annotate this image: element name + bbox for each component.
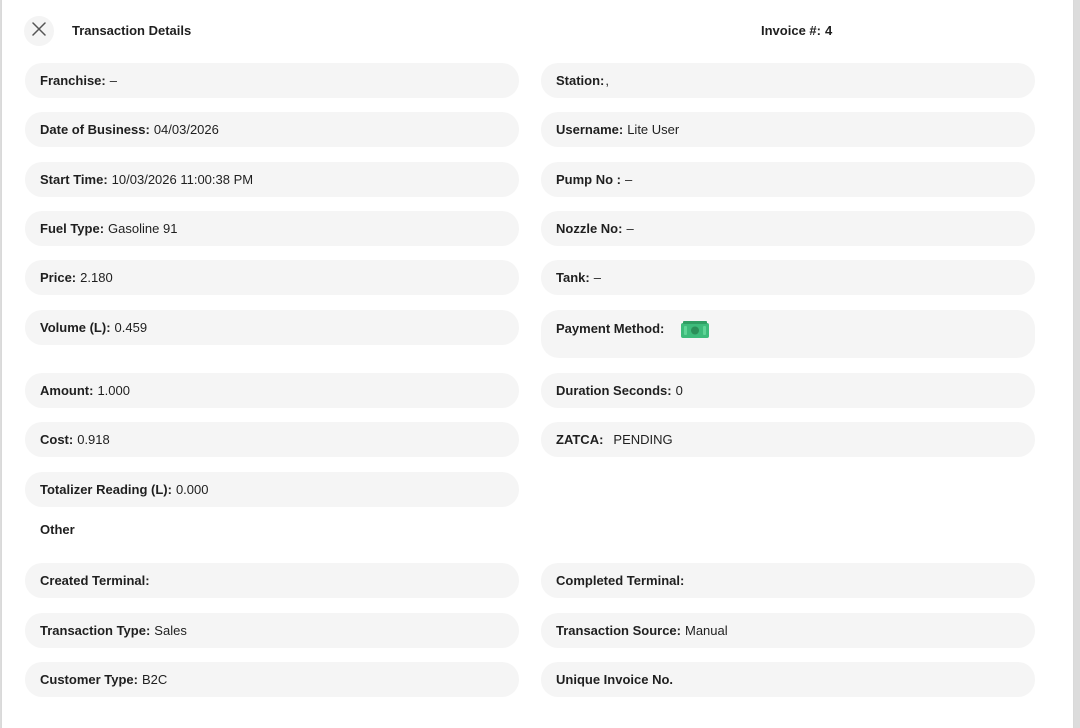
field-value: – [626, 221, 634, 236]
field-pump-no [541, 162, 1035, 197]
field-label: ZATCA: [556, 432, 604, 447]
field-value: B2C [142, 672, 168, 687]
field-label: Date of Business: [40, 122, 150, 137]
field-value: 0.918 [77, 432, 110, 447]
field-value: 04/03/2026 [153, 122, 219, 137]
field-value: – [625, 172, 633, 187]
field-value: – [593, 270, 601, 285]
invoice-value: 4 [824, 23, 833, 38]
close-button[interactable] [24, 16, 54, 46]
field-completed-terminal [541, 563, 1035, 598]
cash-icon [680, 320, 710, 343]
field-volume [25, 310, 519, 345]
field-station [541, 63, 1035, 98]
field-label: Unique Invoice No. [556, 672, 674, 687]
field-value: , [605, 73, 610, 88]
field-amount [25, 373, 519, 408]
field-label: Price: [40, 270, 77, 285]
field-label: Cost: [40, 432, 74, 447]
field-price [25, 260, 519, 295]
field-transaction-source [541, 613, 1035, 648]
field-payment-method [541, 310, 1035, 358]
field-label: Nozzle No: [556, 221, 623, 236]
field-unique-invoice-no [541, 662, 1035, 697]
zatca-status: PENDING [613, 432, 673, 447]
field-date-of-business [25, 112, 519, 147]
field-value: 0 [675, 383, 683, 398]
field-transaction-type [25, 613, 519, 648]
field-label: Tank: [556, 270, 590, 285]
field-value: 0.000 [175, 482, 209, 497]
field-value: 1.000 [97, 383, 130, 398]
field-label: Volume (L): [40, 320, 111, 335]
field-label: Pump No : [556, 172, 621, 187]
field-label: Fuel Type: [40, 221, 105, 236]
field-value: Sales [154, 623, 187, 638]
field-created-terminal [25, 563, 519, 598]
field-label: Transaction Source: [556, 623, 681, 638]
field-label: Transaction Type: [40, 623, 151, 638]
field-label: Franchise: [40, 73, 106, 88]
section-title-other: Other [40, 522, 75, 537]
field-totalizer-reading [25, 472, 519, 507]
field-tank [541, 260, 1035, 295]
field-cost [25, 422, 519, 457]
field-label: Amount: [40, 383, 94, 398]
field-start-time [25, 162, 519, 197]
field-value: Manual [684, 623, 728, 638]
field-label: Station: [556, 73, 605, 88]
field-label: Start Time: [40, 172, 108, 187]
field-label: Duration Seconds: [556, 383, 672, 398]
field-label: Payment Method: [556, 321, 665, 336]
field-customer-type [25, 662, 519, 697]
modal-title: Transaction Details [72, 23, 192, 38]
field-label: Username: [556, 122, 624, 137]
field-value: – [109, 73, 117, 88]
field-username [541, 112, 1035, 147]
close-icon [32, 22, 46, 41]
field-franchise [25, 63, 519, 98]
invoice-label: Invoice #: [761, 23, 821, 38]
field-value: 0.459 [114, 320, 148, 335]
field-fuel-type [25, 211, 519, 246]
field-nozzle-no [541, 211, 1035, 246]
field-label: Completed Terminal: [556, 573, 685, 588]
field-value: Gasoline 91 [108, 221, 178, 236]
field-value: Lite User [627, 122, 680, 137]
field-label: Totalizer Reading (L): [40, 482, 172, 497]
field-label: Customer Type: [40, 672, 138, 687]
field-value: 2.180 [80, 270, 113, 285]
modal-header [2, 0, 1073, 62]
field-duration-seconds [541, 373, 1035, 408]
transaction-details-modal [1, 0, 1074, 728]
field-value: 10/03/2026 11:00:38 PM [111, 172, 254, 187]
field-label: Created Terminal: [40, 573, 150, 588]
field-zatca [541, 422, 1035, 457]
invoice-number [761, 23, 832, 38]
